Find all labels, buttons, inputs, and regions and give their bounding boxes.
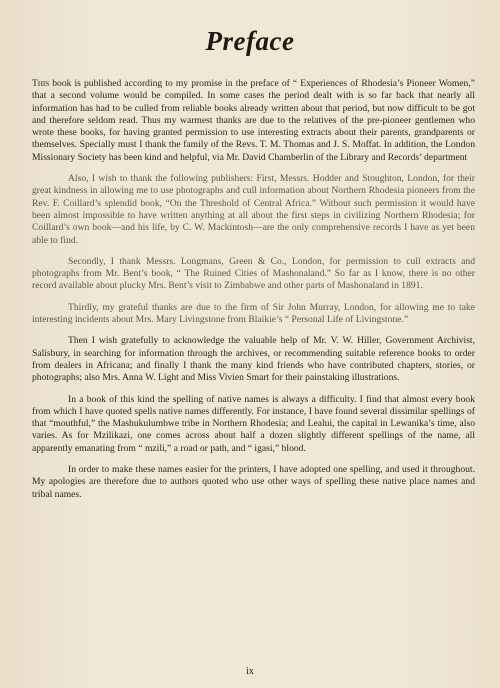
paragraph-6: In a book of this kind the spelling of native names is always a difficulty. I find that almost every book from which I have quoted spells native names differently. For instance, I have found several dissimilar spellings of that “mouthful,” the Mashukulumbwe tribe in Northern Rhodesia; and Lealui, the capital in Lewanika’s time, also varies. As for Mzilikazi, one comes across about half a dozen slightly different spellings of the name, all apparently emanating from “ mzili,” a road or path, and “ igasi,” blood. bbox=[32, 393, 475, 454]
preface-body bbox=[32, 78, 475, 510]
page-number: ix bbox=[246, 666, 254, 677]
drop-word: This bbox=[32, 78, 50, 89]
paragraph-3: Secondly, I thank Messrs. Longmans, Green & Co., London, for permission to cull extracts and photographs from Mr. Bent’s book, “ The Ruined Cities of Mashonaland.” So far as I know, there is no other record available about plucky Mrs. Bent’s visit to Zimbabwe and other parts of Mashonaland in 1891. bbox=[32, 255, 475, 292]
paragraph-7: In order to make these names easier for the printers, I have adopted one spelling, and used it throughout. My apologies are therefore due to authors quoted who use other ways of spelling these native place names and tribal names. bbox=[32, 464, 475, 500]
paragraph-1 bbox=[32, 78, 475, 164]
page-title: Preface bbox=[205, 26, 295, 56]
paragraph-4: Thirdly, my grateful thanks are due to the firm of Sir John Murray, London, for allowing me to take interesting incidents about Mrs. Mary Livingstone from Blaikie’s “ Personal Life of Livingstone.” bbox=[32, 301, 475, 326]
paragraph-5: Then I wish gratefully to acknowledge the valuable help of Mr. V. W. Hiller, Government Archivist, Salisbury, in searching for information through the archives, or recommending suitable reference books to order from dealers in Africana; and finally I thank the many kind friends who have contributed chapters, stories, or photographs; also Mrs. Anna W. Light and Miss Vivien Smart for their painstaking illustrations. bbox=[32, 335, 475, 384]
paragraph-1-text: book is published according to my promise in the preface of “ Experiences of Rhodesia’s Pioneer Women,” that a second volume would be compiled. In some cases the period dealt with is so far back that nearly all information has had to be culled from reliable books already written about that period, but now difficult to be got and therefore seldom read. Thus my warmest thanks are due to the relatives of the pre-pioneer gentlemen who wrote these books, for having granted permission to use interesting extracts about their parents, grandparents or themselves. Specially must I thank the family of the Revs. T. M. Thomas and J. S. Moffat. In addition, the London Missionary Society has been kind and helpful, via Mr. David Chamberlin of the Library and Records’ department bbox=[32, 78, 475, 163]
paragraph-2: Also, I wish to thank the following publishers: First, Messrs. Hodder and Stoughton, London, for their great kindness in allowing me to use photographs and cull information about Northern Rhodesia pioneers from the Rev. F. Coillard’s splendid book, “On the Threshold of Central Africa.” Without such permission it would have been almost impossible to have written anything at all about the first steps in civilizing Northern Rhodesia; for Coillard’s own book—and his life, by C. W. Mackintosh—are the only comprehensive records I have as yet been able to find. bbox=[32, 173, 475, 246]
